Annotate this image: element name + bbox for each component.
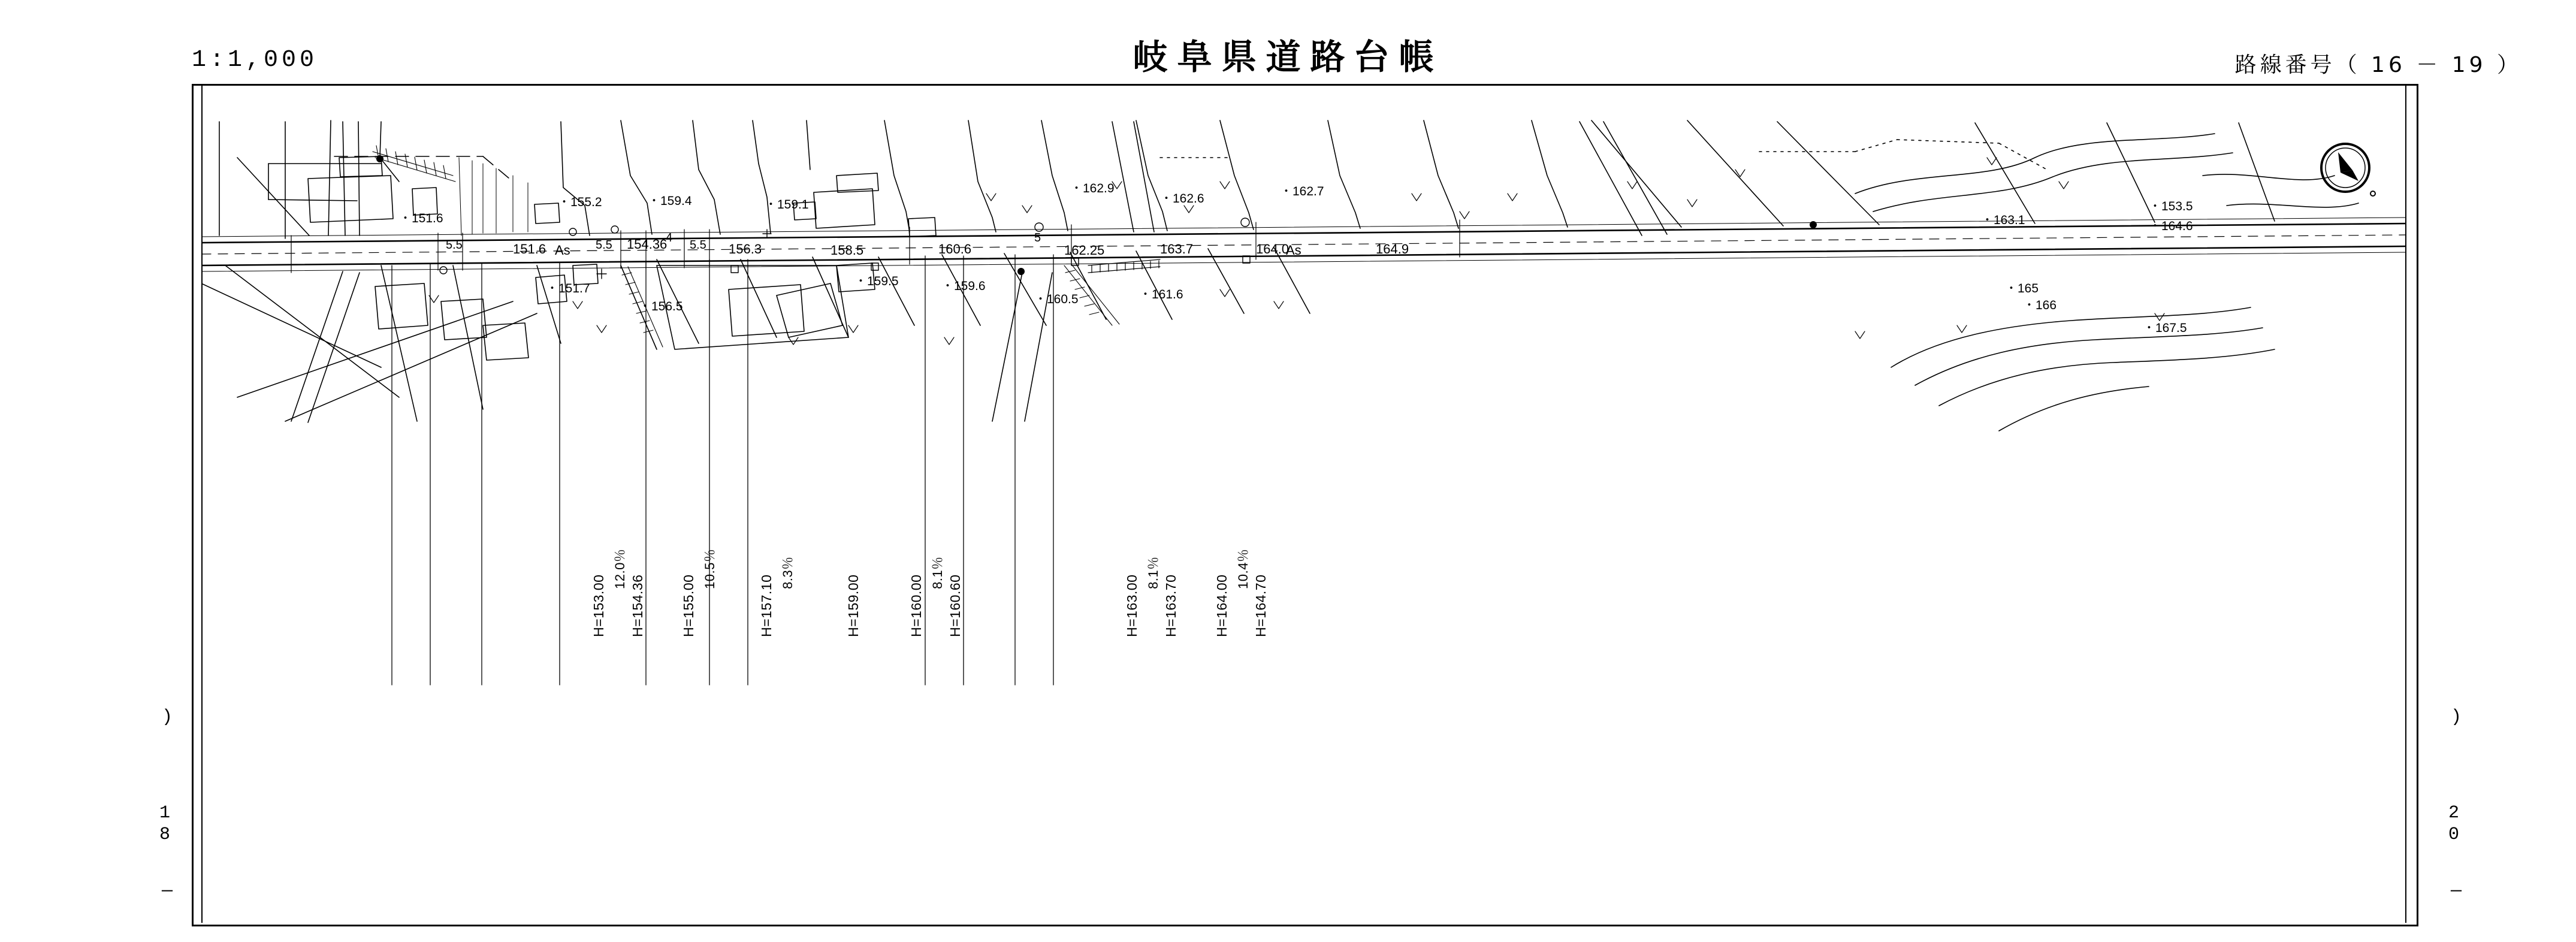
- elevation-point-label: ・163.1: [1981, 213, 2025, 227]
- elevation-point-label: ・151.7: [546, 282, 590, 295]
- right-page-dash: —: [2446, 881, 2466, 902]
- road-station-label: 160.6: [938, 241, 972, 256]
- elevation-point-label: ・159.6: [941, 279, 986, 293]
- station-height-label: H=155.00: [681, 574, 696, 637]
- road-station-label: 162.25: [1064, 243, 1105, 258]
- map-scale-label: 1:1,000: [192, 47, 318, 74]
- station-grade-label: 10.4％: [1236, 548, 1251, 589]
- map-frame-inner-right: [2405, 84, 2406, 923]
- elevation-point-label: ・162.7: [1280, 185, 1324, 198]
- road-station-label: 156.3: [729, 241, 762, 256]
- route-number-label: 路線番号（ 16 － 19 ）: [2234, 53, 2522, 77]
- right-page-paren: ): [2446, 707, 2466, 729]
- station-height-label: H=164.70: [1253, 574, 1269, 637]
- station-height-label: H=160.60: [947, 574, 963, 637]
- station-height-label: H=153.00: [591, 574, 606, 637]
- pavement-type-label: As: [555, 243, 570, 258]
- station-height-label: H=159.00: [845, 574, 861, 637]
- road-station-label: 154.36: [627, 237, 668, 252]
- station-grade-label: 8.1％: [930, 556, 945, 589]
- elevation-point-label: ・164.6: [2149, 219, 2193, 233]
- elevation-point-label: ・159.4: [648, 194, 692, 208]
- elevation-point-label: ・151.6: [399, 212, 443, 225]
- elevation-point-label: ・155.2: [558, 195, 602, 209]
- road-station-label: 163.7: [1160, 241, 1194, 256]
- left-page-paren: ): [157, 707, 177, 729]
- elevation-point-label: ・160.5: [1034, 292, 1079, 306]
- road-station-label: 164.9: [1376, 241, 1409, 256]
- elevation-point-label: ・162.6: [1160, 192, 1204, 206]
- road-station-label: 164.0: [1256, 241, 1289, 256]
- station-height-label: H=157.10: [759, 574, 774, 637]
- elevation-point-label: ・166: [2023, 298, 2057, 312]
- elevation-point-label: ・161.6: [1139, 288, 1183, 301]
- cadastral-map-drawing: [201, 86, 2405, 921]
- road-station-label: 151.6: [513, 241, 546, 256]
- road-width-label: 5.5: [596, 238, 612, 252]
- elevation-point-label: ・167.5: [2143, 321, 2187, 335]
- left-page-dash: —: [157, 881, 177, 902]
- station-height-label: H=163.70: [1163, 574, 1179, 637]
- station-height-label: H=164.00: [1214, 574, 1230, 637]
- station-grade-label: 8.1％: [1146, 556, 1161, 589]
- elevation-point-label: ・165: [2005, 282, 2039, 295]
- pavement-type-label: As: [1286, 243, 1301, 258]
- station-grade-label: 10.5％: [702, 548, 717, 589]
- station-grade-label: 8.3％: [780, 556, 795, 589]
- station-height-label: H=163.00: [1124, 574, 1140, 637]
- road-width-label: 4: [666, 231, 673, 244]
- elevation-point-label: ・159.5: [854, 274, 899, 288]
- road-width-label: 5: [1034, 231, 1041, 244]
- elevation-point-label: ・162.9: [1070, 182, 1115, 195]
- road-width-label: 5.5: [446, 238, 463, 252]
- station-height-label: H=160.00: [908, 574, 924, 637]
- elevation-point-label: ・156.5: [639, 300, 683, 313]
- road-station-label: 158.5: [831, 243, 864, 258]
- right-page-number: 20: [2444, 803, 2464, 846]
- page-title: 岐阜県道路台帳: [1133, 37, 1443, 77]
- station-height-label: H=154.36: [630, 574, 645, 637]
- road-width-label: 5.5: [690, 238, 706, 252]
- left-page-number: 18: [155, 803, 175, 846]
- elevation-point-label: ・159.1: [765, 198, 809, 212]
- station-grade-label: 12.0％: [612, 548, 627, 589]
- elevation-point-label: ・153.5: [2149, 200, 2193, 213]
